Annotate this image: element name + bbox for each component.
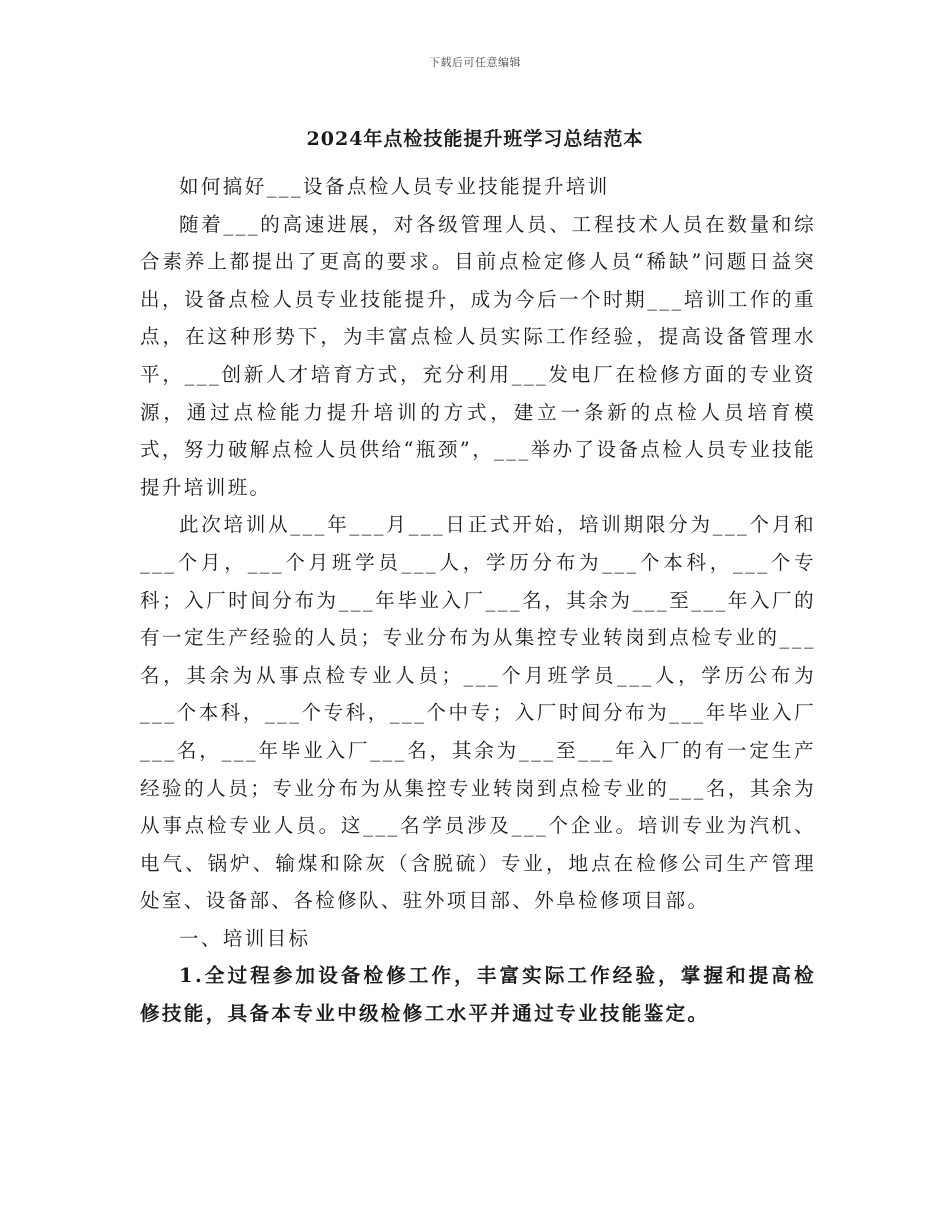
section-heading-training-goals: 一、培训目标 — [179, 926, 311, 950]
paragraph-goal-1: 1.全过程参加设备检修工作，丰富实际工作经验，掌握和提高检修技能，具备本专业中级检修工水平并通过专业技能鉴定。 — [140, 964, 816, 1026]
paragraph-intro-line: 如何搞好___设备点检人员专业技能提升培训 — [179, 175, 610, 198]
paragraph-background: 随着___的高速进展，对各级管理人员、工程技术人员在数量和综合素养上都提出了更高的要求。目前点检定修人员“稀缺”问题日益突出，设备点检人员专业技能提升，成为今后一个时期___培训工作的重点，在这种形势下，为丰富点检人员实际工作经验，提高设备管理水平，___创新人才培育方式，充分利用___发电厂在检修方面的专业资源，通过点检能力提升培训的方式，建立一条新的点检人员培育模式，努力破解点检人员供给“瓶颈”，___举办了设备点检人员专业技能提升培训班。 — [140, 212, 816, 499]
document-body — [140, 168, 816, 1033]
document-title: 2024年点检技能提升班学习总结范本 — [306, 128, 644, 150]
paragraph-training-details: 此次培训从___年___月___日正式开始，培训期限分为___个月和___个月，___个月班学员___人，学历分布为___个本科，___个专科；入厂时间分布为___年毕业入厂___名，其余为___至___年入厂的有一定生产经验的人员；专业分布为从集控专业转岗到点检专业的___名，其余为从事点检专业人员；___个月班学员___人，学历公布为___个本科，___个专科，___个中专；入厂时间分布为___年毕业入厂___名，___年毕业入厂___名，其余为___至___年入厂的有一定生产经验的人员；专业分布为从集控专业转岗到点检专业的___名，其余为从事点检专业人员。这___名学员涉及___个企业。培训专业为汽机、电气、锅炉、输煤和除灰（含脱硫）专业，地点在检修公司生产管理处室、设备部、各检修队、驻外项目部、外阜检修项目部。 — [140, 513, 816, 913]
header-note: 下载后可任意编辑 — [429, 56, 521, 69]
